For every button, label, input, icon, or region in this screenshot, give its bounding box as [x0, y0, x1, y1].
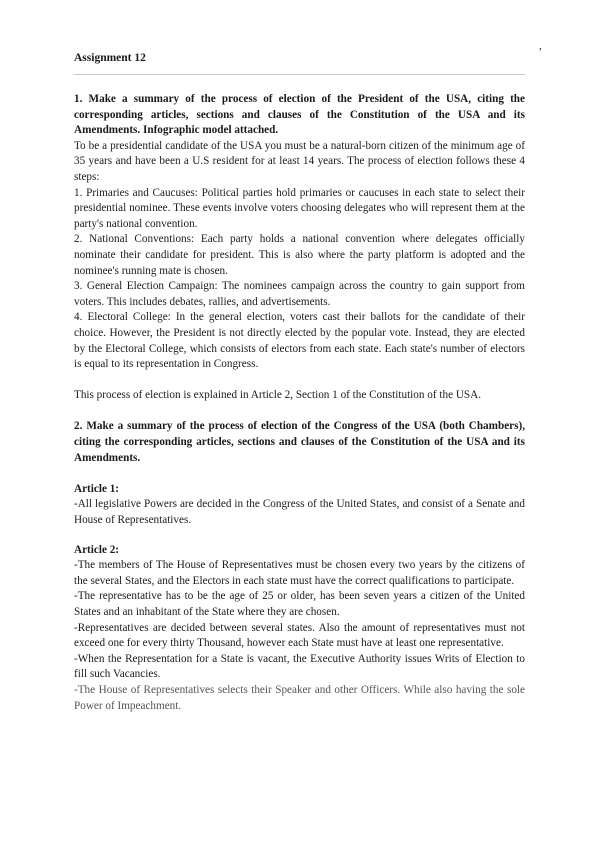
article2-title: Article 2: [74, 543, 120, 556]
section1-heading: 1. Make a summary of the process of election of the President of the USA, citing the corresponding articles, sections and clauses of the Constitution of the USA and its Amendments. Infographic model attached. [74, 93, 525, 137]
election-step-4: 4. Electoral College: In the general election, voters cast their ballots for the candidate of their choice. However, the President is not directly elected by the popular vote. Instead, they are elected by the Electoral College, which consists of electors from each state. Each state's number of electors is equal to its representation in Congress. [74, 311, 525, 371]
section1-intro: To be a presidential candidate of the USA you must be a natural-born citizen of the minimum age of 35 years and have been a U.S resident for at least 14 years. The process of election follows these 4 steps: [74, 139, 525, 183]
section2-heading: 2. Make a summary of the process of election of the Congress of the USA (both Chambers), citing the corresponding articles, sections and clauses of the Constitution of the USA and its Amendments. [74, 420, 525, 464]
election-step-3: 3. General Election Campaign: The nominees campaign across the country to gain support from voters. This includes debates, rallies, and advertisements. [74, 280, 525, 308]
article2-point: -Representatives are decided between several states. Also the amount of representatives must not exceed one for every thirty Thousand, however each State must have at least one representative. [74, 621, 525, 650]
election-step-1: 1. Primaries and Caucuses: Political parties hold primaries or caucuses in each state to select their presidential nominee. These events involve voters choosing delegates who will represent them at the party's national convention. [74, 186, 525, 230]
header-divider [74, 74, 525, 75]
section1-conclusion: This process of election is explained in Article 2, Section 1 of the Constitution of the USA. [74, 389, 482, 402]
article2-point: -The House of Representatives selects their Speaker and other Officers. While also having the sole Power of Impeachment. [74, 683, 525, 712]
article1-point: -All legislative Powers are decided in the Congress of the United States, and consist of a Senate and House of Representatives. [74, 498, 525, 527]
article2-point: -The representative has to be the age of 25 or older, has been seven years a citizen of the United States and an inhabitant of the State where they are chosen. [74, 590, 525, 618]
article2-point: -When the Representation for a State is vacant, the Executive Authority issues Writs of Election to fill such Vacancies. [74, 652, 525, 681]
corner-mark: , [539, 40, 542, 52]
document-body [74, 92, 525, 714]
election-step-2: 2. National Conventions: Each party holds a national convention where delegates officially nominate their candidate for president. This is also where the party platform is adopted and the nominee's running mate is chosen. [74, 233, 525, 277]
assignment-title: Assignment 12 [74, 52, 146, 64]
article1-title: Article 1: [74, 482, 120, 495]
article2-point: -The members of The House of Representatives must be chosen every two years by the citizens of the several States, and the Electors in each state must have the correct qualifications to participate. [74, 559, 525, 587]
